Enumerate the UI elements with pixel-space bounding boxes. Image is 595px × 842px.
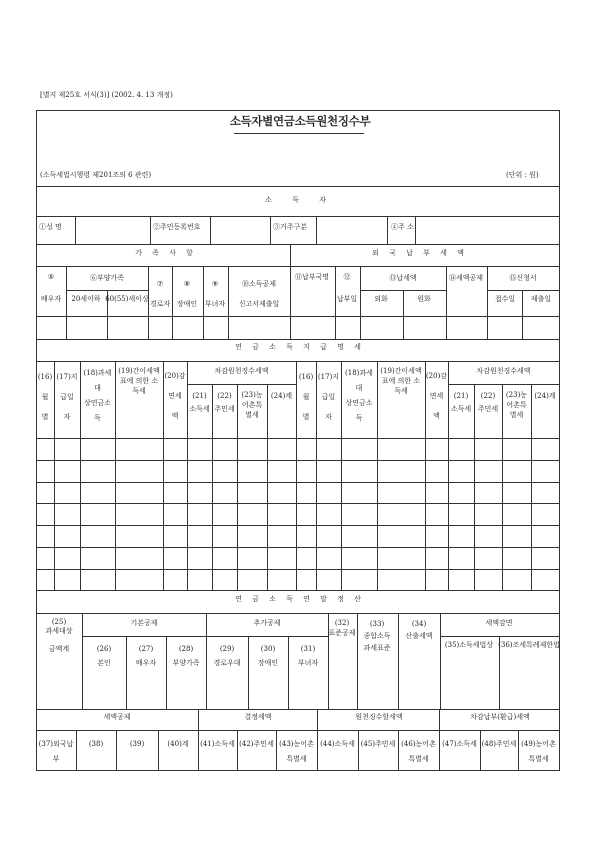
rule <box>158 730 159 770</box>
label-pay-date-num: ⑫ <box>343 273 351 281</box>
rule <box>237 730 238 770</box>
label-c43: (43)농어촌 특별세 <box>279 740 314 763</box>
label-name: ①성 명 <box>39 223 62 231</box>
section-family: 가 족 사 항 <box>135 249 197 257</box>
rule <box>36 339 560 340</box>
label-tax-credit-group: 세액공제 <box>103 713 131 721</box>
col-tax-base-l: (18)과세 대 상연금소 득 <box>83 369 112 422</box>
rule <box>398 613 399 709</box>
col-simple-tax-l: (19)간이세액 표에 의한 소 득세 <box>118 367 160 395</box>
rule <box>36 316 560 317</box>
rule <box>316 216 317 245</box>
rule <box>36 590 560 591</box>
col-w21-r: (21) 소득세 <box>450 392 472 413</box>
rule <box>316 361 317 590</box>
label-tax-amount: ⑬납세액 <box>389 274 417 282</box>
rule <box>82 613 83 709</box>
label-c25: (25) 과세대상 금액계 <box>45 618 73 653</box>
rule <box>237 384 238 590</box>
rule <box>487 290 559 291</box>
rule <box>75 216 76 245</box>
col-tax-base-r: (18)과세 대 상연금소 득 <box>345 369 373 422</box>
rule <box>317 709 318 770</box>
rule <box>439 709 440 770</box>
rule <box>36 460 560 461</box>
label-c30: (30) 장애인 <box>257 645 279 667</box>
col-withheld-header-l: 차감원천징수세액 <box>214 367 269 375</box>
rule <box>36 569 560 570</box>
form-reference: [별지 제25호 서식(3)] (2002. 4. 13 개정) <box>40 91 173 99</box>
rule <box>187 361 188 590</box>
rule <box>80 361 81 590</box>
label-elderly: ⑦ 경로자 <box>149 280 171 308</box>
label-deduction-doc: ⑩소득공제 신고서제출일 <box>238 280 280 308</box>
rule <box>377 361 378 590</box>
col-pay-date-l: (17)지 급일 자 <box>56 373 78 421</box>
label-spouse-num: ⑤ <box>47 273 55 281</box>
rule <box>415 216 416 245</box>
rule <box>502 384 503 590</box>
label-tax-credit: ⑭세액공제 <box>448 274 484 282</box>
col-w21-l: (21) 소득세 <box>189 392 210 413</box>
rule <box>270 216 271 245</box>
label-tax-reduction: 세액감면 <box>485 619 513 627</box>
label-spouse: 배우자 <box>40 295 62 303</box>
rule <box>115 361 116 590</box>
col-w23-l: (23)농 어촌특 별세 <box>241 391 263 419</box>
rule <box>82 636 328 637</box>
label-c33: (33) 종합소득 과세표준 <box>363 620 391 652</box>
rule <box>290 244 291 339</box>
rule <box>403 290 404 339</box>
rule <box>212 384 213 590</box>
rule <box>203 266 204 339</box>
rule <box>341 361 342 590</box>
label-c47: (47)소득세 <box>442 740 477 748</box>
label-c27: (27) 배우자 <box>135 645 157 667</box>
rule <box>36 216 560 217</box>
label-c35: (35)소득세법상 <box>444 641 494 649</box>
rule <box>187 384 296 385</box>
label-pay-date: 납부일 <box>336 295 358 303</box>
label-prepaid-tax: 원천징수할세액 <box>355 713 403 721</box>
col-w22-l: (22) 주민세 <box>214 392 235 413</box>
col-exempt-l: (20)감 면세 액 <box>164 372 186 420</box>
rule <box>448 384 559 385</box>
rule <box>76 730 77 770</box>
label-net-tax: 차감납부(환급)세액 <box>470 713 530 721</box>
col-withheld-header-r: 차감원천징수세액 <box>476 367 531 375</box>
label-c48: (48)주민세 <box>481 740 517 748</box>
label-c40: (40)계 <box>167 740 189 748</box>
label-over60: 60(55)세이상 <box>105 295 149 303</box>
rule <box>335 266 336 339</box>
rule <box>228 266 229 339</box>
label-c31: (31) 부녀자 <box>297 645 319 667</box>
rule <box>446 266 447 339</box>
rule <box>166 636 167 709</box>
label-c45: (45)주민세 <box>360 740 396 748</box>
rule <box>36 186 560 187</box>
rule <box>150 216 151 245</box>
label-c26: (26) 본인 <box>96 645 112 667</box>
col-w24-r: (24)계 <box>534 392 556 400</box>
label-rrn: ②주민등록번호 <box>153 223 201 231</box>
rule <box>54 361 55 590</box>
label-c29: (29) 경로우대 <box>213 645 241 667</box>
rule <box>448 361 449 590</box>
label-address: ④주 소 <box>391 223 414 231</box>
title-underline <box>234 133 364 134</box>
outer-right-border <box>559 110 560 771</box>
label-determined-tax: 결정세액 <box>244 713 272 721</box>
label-request: ⑮신청서 <box>509 274 537 282</box>
form-title: 소득자별연금소득원천징수부 <box>229 114 371 128</box>
unit-label: (단위 : 원) <box>506 171 539 179</box>
rule <box>116 730 117 770</box>
rule <box>398 730 399 770</box>
section-foreign-tax: 외 국 납 부 세 액 <box>372 249 468 257</box>
label-basic-deduction: 기본공제 <box>130 619 158 627</box>
col-pay-date-r: (17)지 급일 자 <box>317 373 340 421</box>
outer-top-border <box>36 110 560 111</box>
rule <box>357 613 358 709</box>
col-exempt-r: (20)감 면세 액 <box>425 372 448 420</box>
label-receipt-date: 접수일 <box>494 295 516 303</box>
label-c49: (49)농어촌 특별세 <box>521 740 556 763</box>
label-c46: (46)농어촌 특별세 <box>401 740 436 763</box>
label-c36: (36)조세특례제한법 <box>498 641 560 649</box>
rule <box>288 636 289 709</box>
col-month-l: (16) 월 별 <box>37 373 53 421</box>
outer-bottom-border <box>36 770 560 771</box>
rule <box>36 613 560 614</box>
rule <box>387 216 388 245</box>
rule <box>36 503 560 504</box>
col-w22-r: (22) 주민세 <box>477 392 499 413</box>
label-pay-country: ⑪납부국명 <box>294 273 330 281</box>
rule <box>522 290 523 339</box>
label-c34: (34) 산출세액 <box>405 620 433 640</box>
section-income-earner: 소 득 자 <box>265 196 335 204</box>
rule <box>36 730 560 731</box>
rule <box>206 613 207 709</box>
rule <box>518 730 519 770</box>
label-c37: (37)외국납 부 <box>38 740 74 763</box>
rule <box>36 525 560 526</box>
rule <box>210 216 211 245</box>
rule <box>66 290 148 291</box>
rule <box>360 266 361 339</box>
col-simple-tax-r: (19)간이세액 표에 의한 소 득세 <box>380 367 422 395</box>
label-won: 원화 <box>417 295 431 303</box>
rule <box>360 290 446 291</box>
rule <box>36 547 560 548</box>
label-woman: ⑨ 부녀자 <box>204 280 226 308</box>
section-settlement: 연 금 소 득 연 말 정 산 <box>235 595 365 603</box>
rule <box>440 613 441 709</box>
rule <box>276 730 277 770</box>
col-month-r: (16) 월 별 <box>298 373 314 421</box>
label-under20: 20세이하 <box>71 295 101 303</box>
label-c32: (32) 표준공제 <box>328 619 356 637</box>
label-c41: (41)소득세 <box>200 740 235 748</box>
rule <box>126 636 127 709</box>
label-c39: (39) <box>129 740 145 748</box>
label-additional-deduction: 추가공제 <box>253 619 281 627</box>
rule <box>36 266 560 267</box>
label-submit-date: 제출일 <box>530 295 552 303</box>
section-payments: 연 금 소 득 지 급 명 세 <box>235 343 365 351</box>
rule <box>267 384 268 590</box>
rule <box>172 266 173 339</box>
rule <box>358 730 359 770</box>
rule <box>531 384 532 590</box>
rule <box>36 244 560 245</box>
outer-left-border <box>36 110 37 771</box>
rule <box>487 266 488 339</box>
label-c44: (44)소득세 <box>320 740 355 748</box>
rule <box>248 636 249 709</box>
rule <box>36 482 560 483</box>
rule <box>296 361 297 590</box>
label-c38: (38) <box>88 740 104 748</box>
label-disabled: ⑧ 장애인 <box>176 280 198 308</box>
rule <box>66 266 67 339</box>
rule <box>440 636 559 637</box>
rule <box>36 709 560 710</box>
rule <box>474 384 475 590</box>
label-dependents: ⑥부양가족 <box>89 274 125 282</box>
label-residency: ③거주구분 <box>273 223 308 231</box>
legal-basis: (소득세법시행령 제201조의 6 관련) <box>40 171 152 179</box>
label-c42: (42)주민세 <box>239 740 274 748</box>
label-foreign-currency: 외화 <box>374 295 388 303</box>
label-c28: (28) 부양가족 <box>172 645 200 667</box>
col-w23-r: (23)농 어촌특 별세 <box>505 391 528 419</box>
col-w24-l: (24)계 <box>270 392 293 400</box>
rule <box>198 709 199 770</box>
